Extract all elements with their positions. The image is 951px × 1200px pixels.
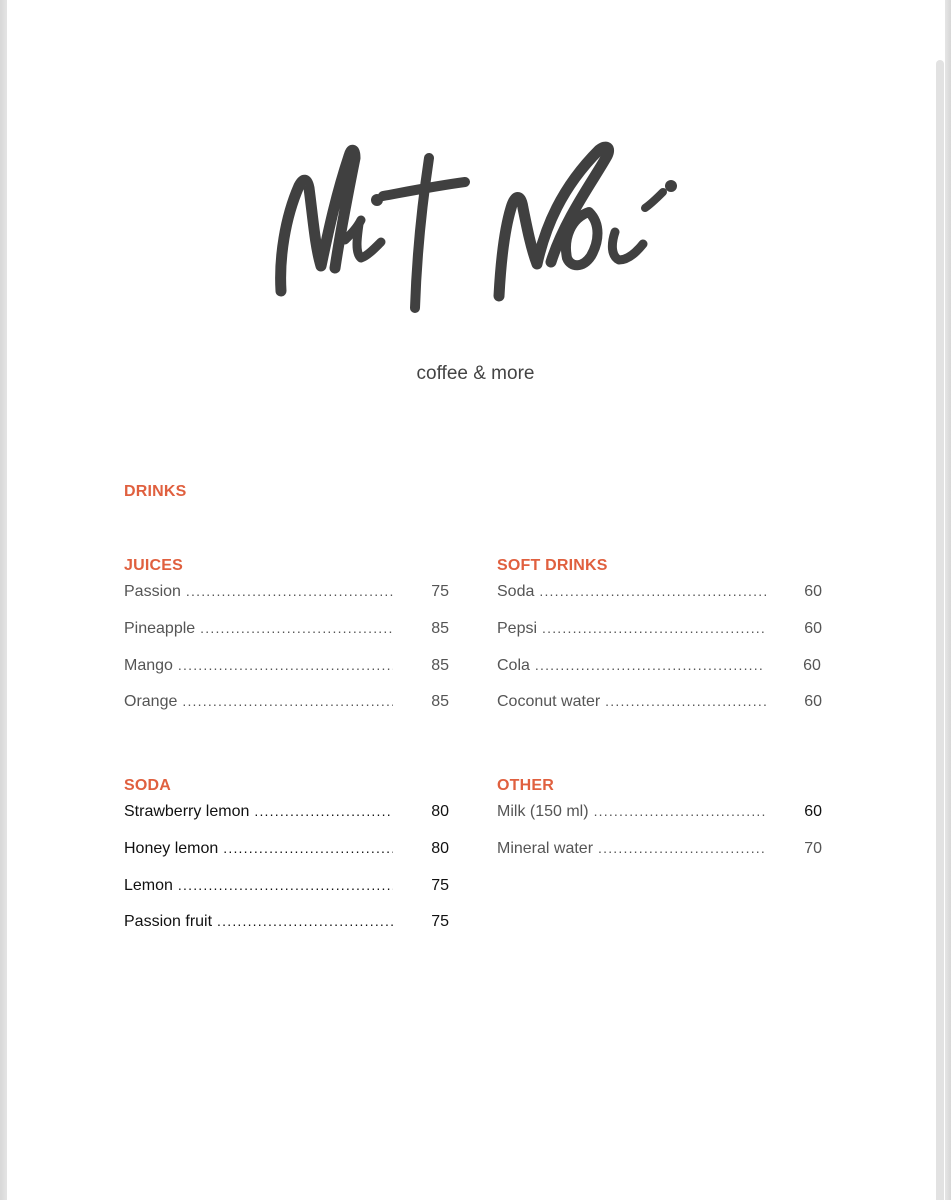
menu-item xyxy=(124,583,449,620)
category-title: JUICES xyxy=(124,557,183,574)
leader-dots xyxy=(200,620,393,638)
item-name: Mango xyxy=(124,656,173,674)
leader-dots xyxy=(594,803,766,821)
menu-item xyxy=(124,657,449,694)
section-title-drinks: DRINKS xyxy=(124,483,187,500)
vertical-scrollbar[interactable] xyxy=(936,60,944,1200)
item-price: 85 xyxy=(431,693,449,711)
item-name: Soda xyxy=(497,583,535,600)
leader-dots xyxy=(223,840,393,858)
item-name: Mineral water xyxy=(497,839,594,857)
category-other xyxy=(497,777,822,877)
menu-item xyxy=(497,620,822,657)
category-title: OTHER xyxy=(497,777,554,794)
item-name: Lemon xyxy=(124,876,173,894)
item-price: 80 xyxy=(431,839,449,857)
item-price: 60 xyxy=(804,693,822,711)
leader-dots xyxy=(605,693,766,711)
menu-item xyxy=(497,693,822,730)
item-name: Cola xyxy=(497,656,530,674)
menu-item xyxy=(124,693,449,730)
leader-dots xyxy=(178,877,393,895)
item-name: Honey lemon xyxy=(124,839,219,857)
menu-item xyxy=(124,620,449,657)
leader-dots xyxy=(539,583,766,601)
category-soft-drinks xyxy=(497,557,822,730)
item-name: Orange xyxy=(124,693,178,711)
item-name: Pepsi xyxy=(497,619,538,637)
category-juices xyxy=(124,557,449,730)
menu-item xyxy=(124,840,449,877)
item-price: 70 xyxy=(804,839,822,857)
item-name: Passion fruit xyxy=(124,913,213,931)
leader-dots xyxy=(178,657,393,675)
item-price: 85 xyxy=(431,656,449,674)
leader-dots xyxy=(542,620,766,638)
leader-dots xyxy=(535,657,765,675)
item-price: 75 xyxy=(431,583,449,600)
page-left-edge xyxy=(0,0,7,1200)
leader-dots xyxy=(186,583,393,601)
leader-dots xyxy=(217,913,393,931)
item-price: 75 xyxy=(431,913,449,931)
menu-item xyxy=(124,803,449,840)
item-price: 60 xyxy=(804,803,822,820)
item-price: 80 xyxy=(431,803,449,820)
menu-item xyxy=(124,913,449,950)
item-name: Passion xyxy=(124,583,181,600)
menu-item xyxy=(497,803,822,840)
brand-logo-script xyxy=(265,128,685,328)
category-title: SODA xyxy=(124,777,172,794)
leader-dots xyxy=(254,803,393,821)
category-title: SOFT DRINKS xyxy=(497,557,608,574)
item-price: 60 xyxy=(804,583,822,600)
brand-tagline: coffee & more xyxy=(416,363,535,384)
item-name: Strawberry lemon xyxy=(124,803,250,820)
leader-dots xyxy=(182,693,393,711)
item-name: Pineapple xyxy=(124,619,196,637)
leader-dots xyxy=(598,840,766,858)
menu-item xyxy=(124,877,449,914)
item-name: Coconut water xyxy=(497,693,601,711)
menu-item xyxy=(497,657,822,694)
menu-item xyxy=(497,840,822,877)
item-name: Milk (150 ml) xyxy=(497,803,589,820)
brand-logo xyxy=(265,128,685,328)
item-price: 60 xyxy=(803,656,821,674)
page-right-edge xyxy=(945,0,951,1200)
menu-item xyxy=(497,583,822,620)
category-soda xyxy=(124,777,449,950)
item-price: 85 xyxy=(431,619,449,637)
item-price: 60 xyxy=(804,619,822,637)
item-price: 75 xyxy=(431,876,449,894)
